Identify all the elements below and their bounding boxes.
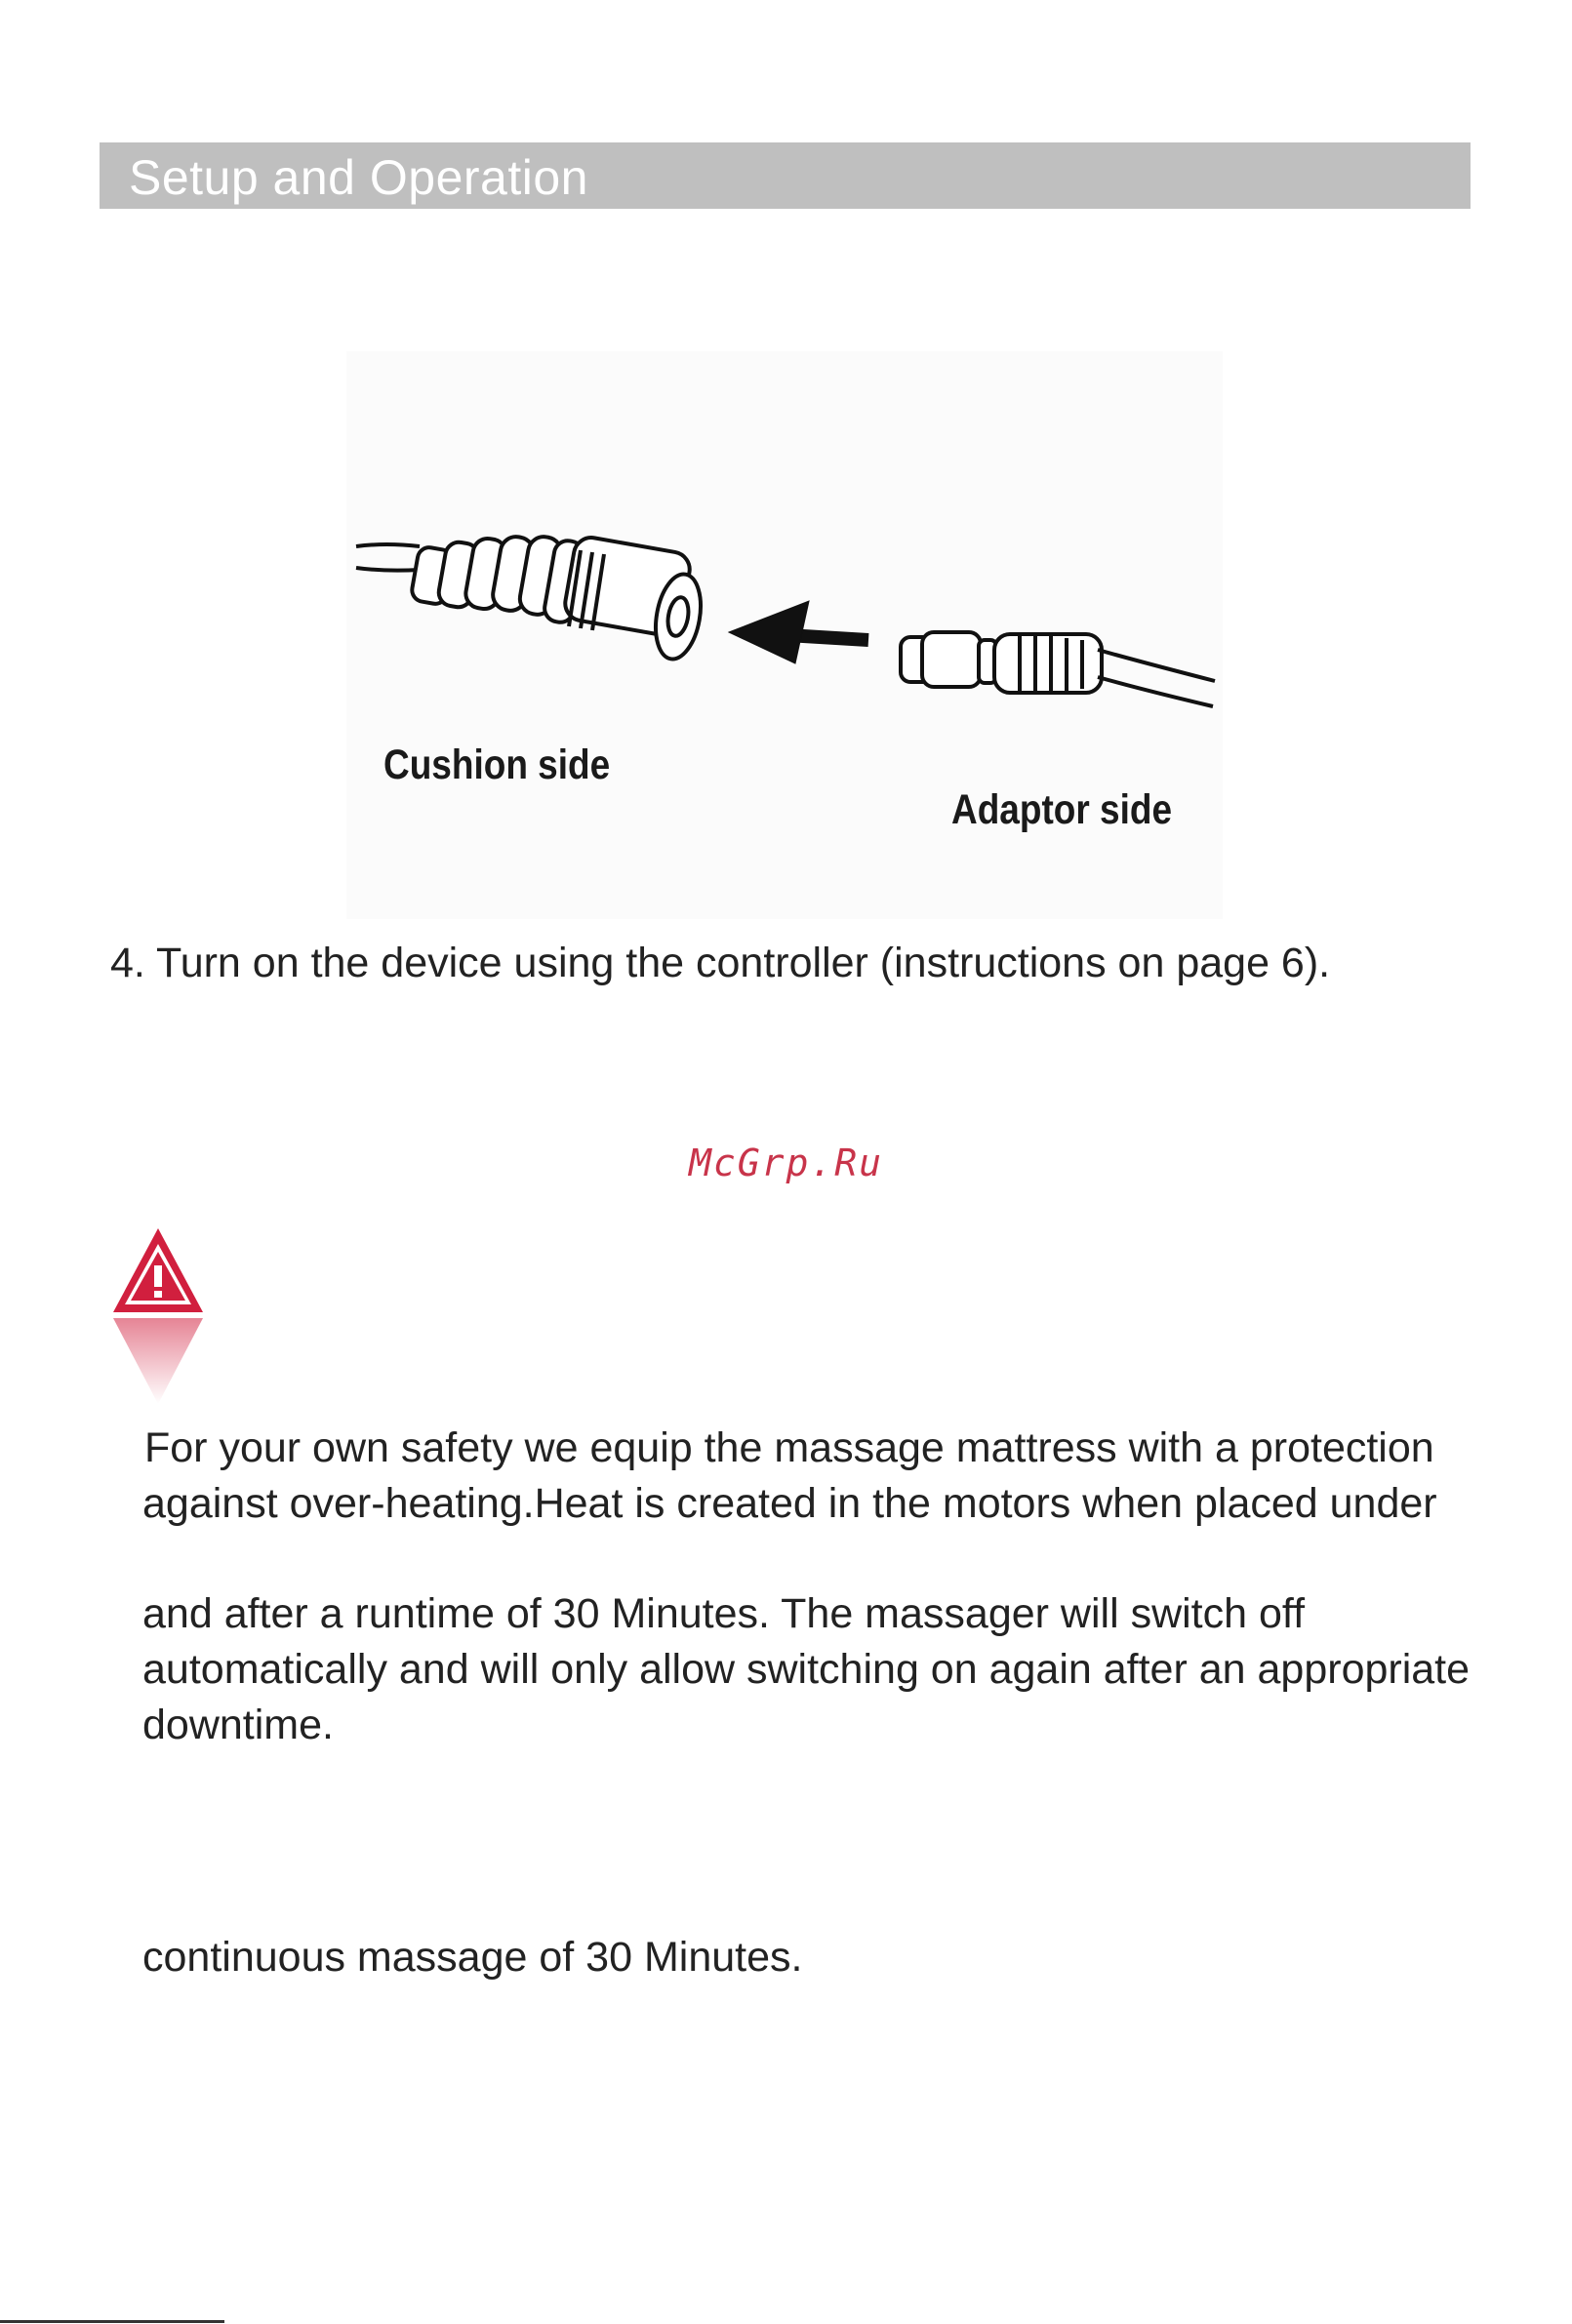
adaptor-side-label: Adaptor side — [951, 786, 1173, 833]
section-header — [100, 142, 1471, 209]
safety-line-6: continuous massage of 30 Minutes. — [142, 1934, 803, 1981]
safety-line-1: For your own safety we equip the massage mattress with a protection — [144, 1424, 1434, 1471]
safety-line-2: against over-heating.Heat is created in the motors when placed under — [142, 1480, 1437, 1527]
footer-rule — [0, 2320, 224, 2323]
step-4-text: 4. Turn on the device using the controller (instructions on page 6). — [110, 940, 1331, 986]
safety-line-4: automatically and will only allow switching on again after an appropriate — [142, 1646, 1471, 1693]
warning-icon — [109, 1222, 207, 1422]
safety-line-5: downtime. — [142, 1702, 334, 1748]
safety-line-3: and after a runtime of 30 Minutes. The massager will switch off — [142, 1590, 1306, 1637]
section-title: Setup and Operation — [129, 150, 588, 205]
connector-illustration — [346, 351, 1223, 919]
cushion-side-label: Cushion side — [383, 741, 611, 788]
cushion-connector — [410, 535, 706, 663]
insert-arrow — [729, 601, 868, 663]
adaptor-connector — [901, 632, 1102, 693]
watermark: McGrp.Ru — [688, 1142, 884, 1184]
